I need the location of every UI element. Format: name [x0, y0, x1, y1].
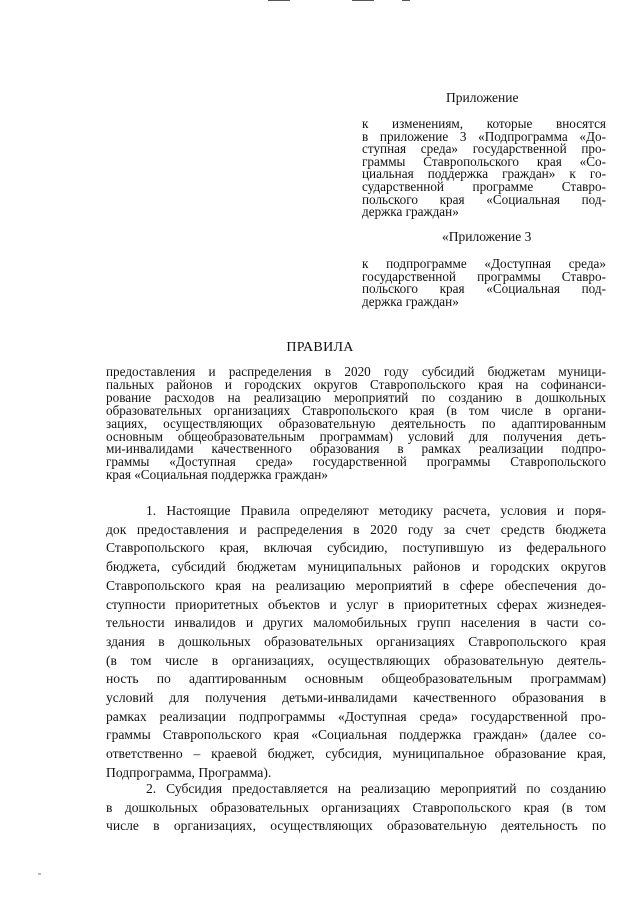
- paragraph-line: граммы Ставропольского края «Социальная поддержка граждан» (далее со-: [106, 727, 606, 743]
- appendix-line: сударственной программе Ставро-: [362, 179, 606, 194]
- subtitle-line: зациях, осуществляющих образовательную деятельность по адаптированным: [106, 415, 606, 431]
- paragraph-line: Подпрограмма, Программа).: [106, 764, 272, 780]
- scan-speck: [38, 873, 41, 875]
- appendix-line: граммы Ставропольского края «Со-: [362, 153, 606, 169]
- document-title: ПРАВИЛА: [286, 340, 354, 355]
- paragraph-line: Ставропольского края, включая субсидию, поступившую из федерального: [106, 540, 606, 556]
- paragraph-line: Ставропольского края на реализацию мероприятий в сфере обеспечения до-: [106, 577, 606, 593]
- paragraph-line: ступности приоритетных объектов и услуг в приоритетных сферах жизнедея-: [106, 596, 606, 612]
- paragraph-line: рамках реализации подпрограммы «Доступная среда» государственной про-: [106, 708, 606, 724]
- subtitle-line: края «Социальная поддержка граждан»: [106, 467, 328, 483]
- paragraph-2: [106, 780, 606, 836]
- subtitle-line: пальных районов и городских округов Ставропольского края на софинанси-: [106, 376, 606, 392]
- paragraph-line: ответственно – краевой бюджет, субсидия, муниципальное образование края,: [106, 746, 606, 762]
- appendix-line: ступная среда» государственной про-: [362, 141, 606, 157]
- appendix3-line: держка граждан»: [362, 293, 459, 309]
- appendix3-line: к подпрограмме «Доступная среда»: [362, 256, 606, 271]
- paragraph-line: док предоставления и распределения в 2020 году за счет средств бюджета: [106, 521, 606, 537]
- paragraph-line: условий для получения детьми-инвалидами качественного образования в: [106, 690, 606, 706]
- paragraph-line: ность по адаптированным основным общеобразовательным программам): [106, 671, 606, 687]
- paragraph-line: здания в дошкольных образовательных организациях Ставропольского края: [106, 633, 606, 649]
- appendix-line: к изменениям, которые вносятся: [362, 116, 606, 131]
- appendix-line: циальная поддержка граждан» к го-: [362, 166, 606, 182]
- document-subtitle: [106, 366, 606, 482]
- paragraph-1: [106, 502, 606, 783]
- paragraph-line: в дошкольных образовательных организациях Ставропольского края (в том: [106, 799, 606, 815]
- paragraph-line: 2. Субсидия предоставляется на реализацию мероприятий по созданию: [146, 781, 606, 796]
- subtitle-line: граммы «Доступная среда» государственной программы Ставропольского: [106, 454, 606, 470]
- paragraph-line: числе в организациях, осуществляющих образовательную деятельность по: [106, 818, 606, 834]
- appendix3-label: «Приложение 3: [442, 229, 532, 244]
- subtitle-line: рование расходов на реализацию мероприятий по созданию в дошкольных: [106, 389, 606, 405]
- appendix3-line: польского края «Социальная под-: [362, 281, 606, 297]
- paragraph-line: 1. Настоящие Правила определяют методику расчета, условия и поря-: [146, 503, 606, 518]
- paragraph-line: тельности инвалидов и других маломобильных групп населения в части со-: [106, 615, 606, 631]
- top-scan-marks: [260, 0, 420, 3]
- subtitle-line: основным общеобразовательным программам) условий для получения деть-: [106, 428, 606, 444]
- appendix-line: польского края «Социальная под-: [362, 191, 606, 207]
- subtitle-line: ми-инвалидами качественного образования в рамках реализации подпро-: [106, 441, 606, 457]
- paragraph-line: (в том числе в организациях, осуществляющих образовательную деятель-: [106, 652, 606, 668]
- paragraph-line: бюджета, субсидий бюджетам муниципальных районов и городских округов: [106, 559, 606, 575]
- appendix-label: Приложение: [446, 90, 519, 105]
- appendix-line: в приложение 3 «Подпрограмма «До-: [362, 128, 606, 144]
- appendix-line: держка граждан»: [362, 204, 459, 220]
- subtitle-line: образовательных организациях Ставропольского края (в том числе в органи-: [106, 402, 606, 418]
- subtitle-line: предоставления и распределения в 2020 году субсидий бюджетам муници-: [106, 364, 606, 379]
- appendix3-line: государственной программы Ставро-: [362, 268, 606, 284]
